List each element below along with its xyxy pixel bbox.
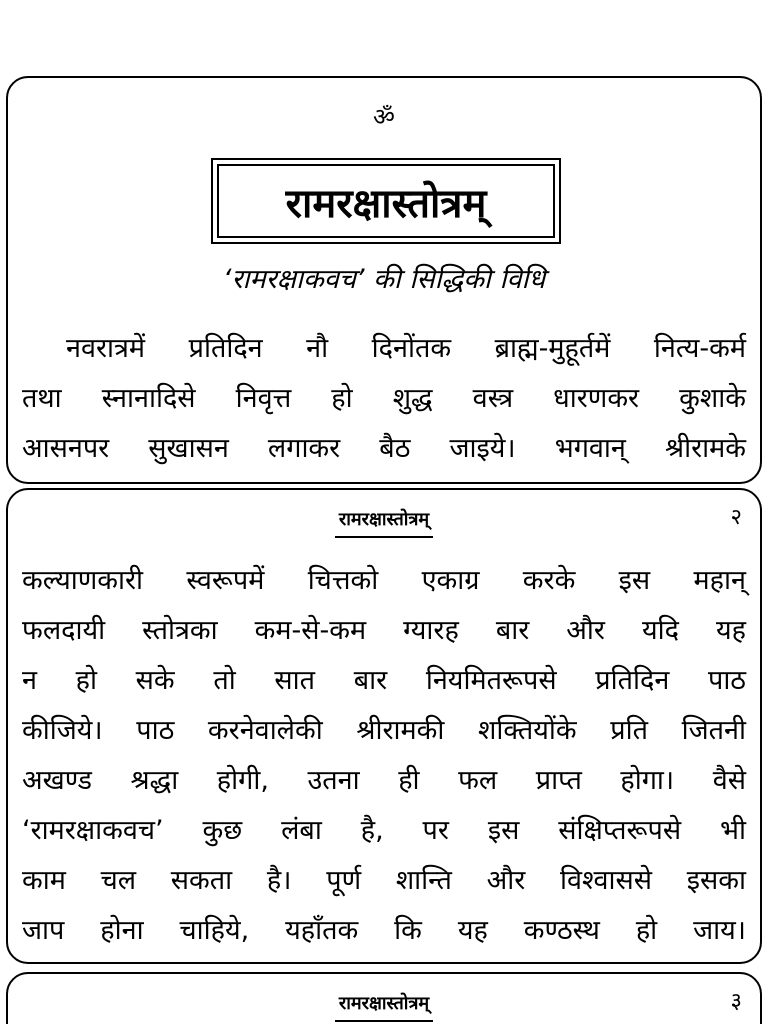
text-line: फलदायी स्तोत्रका कम-से-कम ग्यारह बार और यदि यह bbox=[22, 615, 746, 646]
page-1 bbox=[6, 76, 762, 484]
text-line: नवरात्रमें प्रतिदिन नौ दिनोंतक ब्राह्म-मुहूर्तमें नित्य-कर्म bbox=[66, 333, 746, 364]
text-line: तथा स्नानादिसे निवृत्त हो शुद्ध वस्त्र धारणकर कुशाके bbox=[22, 383, 746, 414]
page-3 bbox=[6, 972, 762, 1024]
text-line: न हो सके तो सात बार नियमितरूपसे प्रतिदिन पाठ bbox=[22, 665, 746, 696]
text-line: कल्याणकारी स्वरूपमें चित्तको एकाग्र करके इस महान् bbox=[22, 565, 746, 596]
running-head-text: रामरक्षास्तोत्रम् bbox=[335, 506, 433, 538]
title-frame bbox=[211, 158, 561, 244]
body-paragraph bbox=[22, 324, 746, 474]
text-line: कीजिये। पाठ करनेवालेकी श्रीरामकी शक्तियोंके प्रति जितनी bbox=[22, 715, 746, 746]
text-line: आसनपर सुखासन लगाकर बैठ जाइये। भगवान् श्रीरामके bbox=[22, 433, 746, 464]
body-paragraph bbox=[22, 556, 746, 956]
text-line: काम चल सकता है। पूर्ण शान्ति और विश्वाससे इसका bbox=[22, 865, 746, 896]
running-head-text: रामरक्षास्तोत्रम् bbox=[335, 990, 433, 1022]
text-line: ‘रामरक्षाकवच’ कुछ लंबा है, पर इस संक्षिप्तरूपसे भी bbox=[22, 815, 746, 846]
subtitle: ‘रामरक्षाकवच’ की सिद्धिकी विधि bbox=[222, 264, 546, 295]
page-2 bbox=[6, 488, 762, 964]
page-title: रामरक्षास्तोत्रम् bbox=[217, 164, 555, 238]
page-number: ३ bbox=[730, 989, 742, 1014]
running-head bbox=[8, 990, 760, 1022]
om-symbol: ॐ bbox=[373, 103, 395, 131]
text-line: जाप होना चाहिये, यहाँतक कि यह कण्ठस्थ हो जाय। bbox=[22, 915, 746, 946]
text-line: अखण्ड श्रद्धा होगी, उतना ही फल प्राप्त होगा। वैसे bbox=[22, 765, 746, 796]
running-head bbox=[8, 506, 760, 538]
page-number: २ bbox=[730, 505, 742, 530]
